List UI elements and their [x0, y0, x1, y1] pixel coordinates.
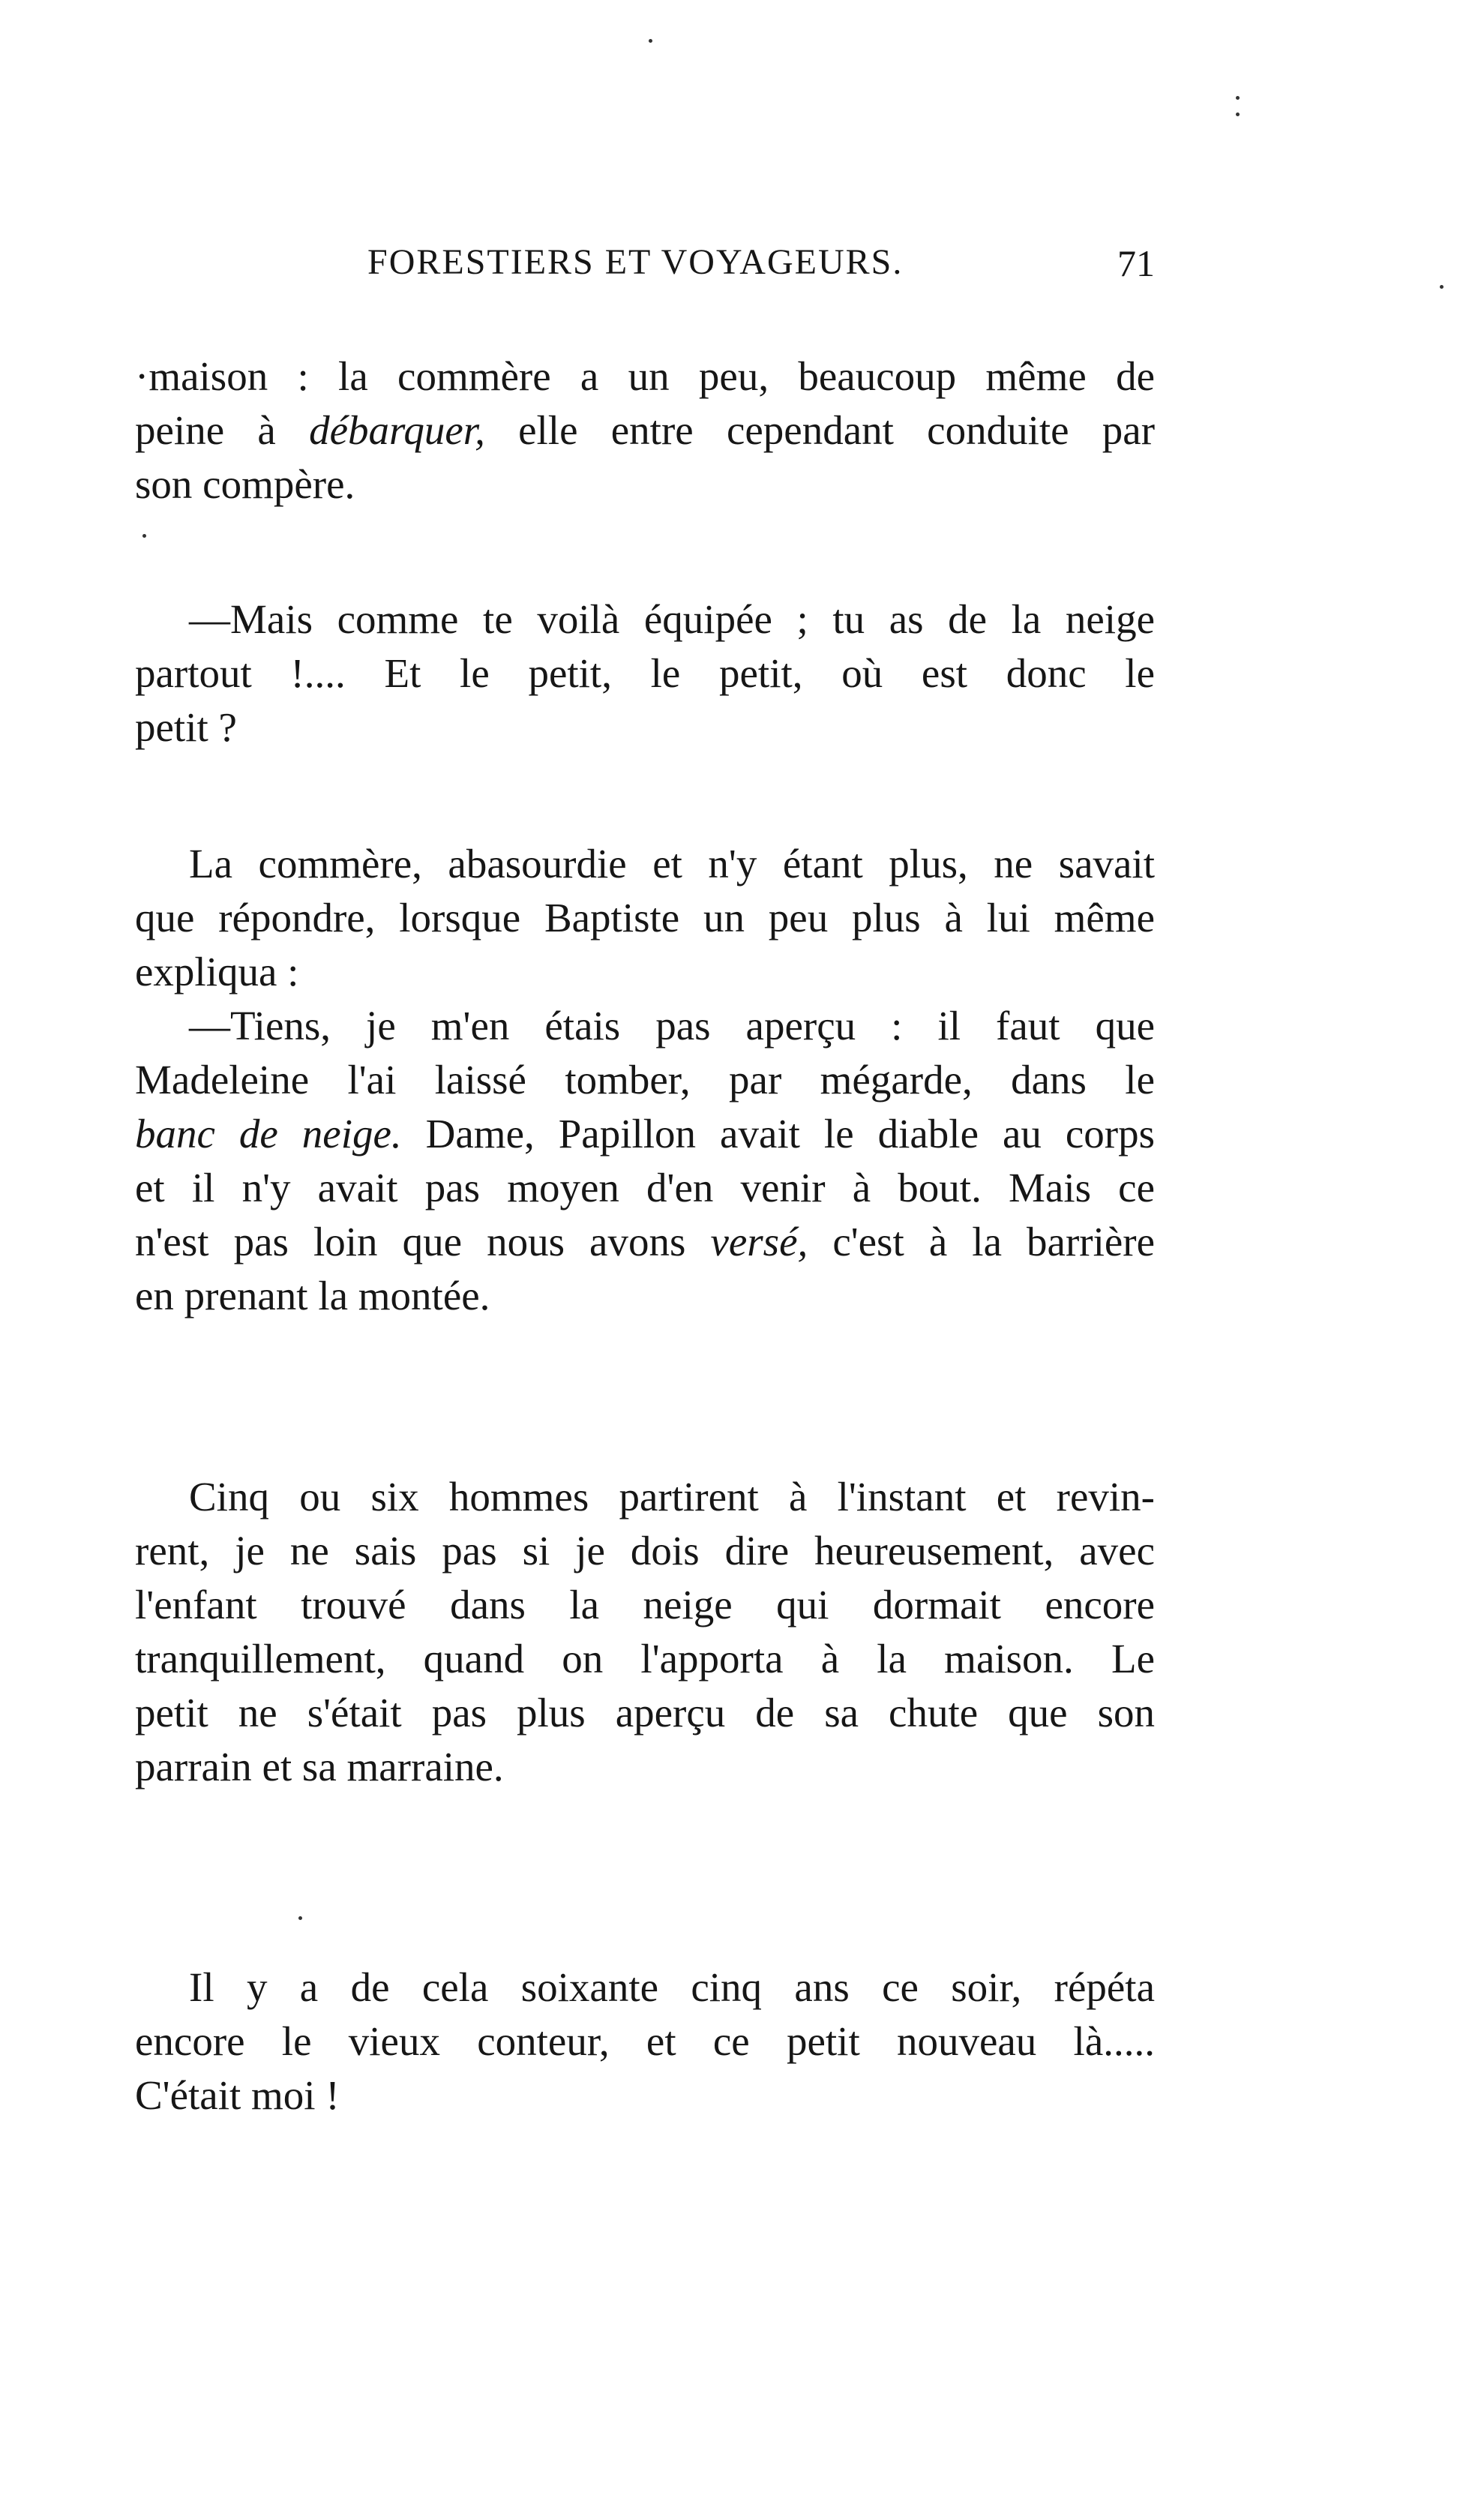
text-line: C'était moi !: [135, 2072, 340, 2118]
ink-speck: [1440, 285, 1444, 289]
text-line: tranquillement, quand on l'apporta à la maison. Le: [135, 1636, 1155, 1682]
text-line: parrain et sa marraine.: [135, 1744, 504, 1790]
paragraph-5: [135, 1470, 1155, 1794]
text-line: Cinq ou six hommes partirent à l'instant et revin-: [189, 1474, 1155, 1520]
text-line: et il n'y avait pas moyen d'en venir à bout. Mais ce: [135, 1165, 1155, 1210]
paragraph-3: [135, 837, 1155, 999]
text-line: petit ne s'était pas plus aperçu de sa chute que son: [135, 1690, 1155, 1736]
text-segment: elle entre cependant conduite par: [518, 407, 1156, 453]
text-segment: Dame, Papillon avait le diable au corps: [425, 1111, 1156, 1156]
paragraph-6: [135, 1960, 1155, 2122]
running-header: [135, 242, 1155, 294]
text-line: petit ?: [135, 704, 237, 750]
text-line: —Tiens, je m'en étais pas aperçu : il faut que: [189, 1003, 1155, 1048]
paragraph-1: [135, 350, 1155, 512]
text-line: —Mais comme te voilà équipée ; tu as de la neige: [189, 596, 1155, 642]
text-line: ·maison : la commère a un peu, beaucoup même de: [135, 353, 1155, 399]
paragraph-4: [135, 999, 1155, 1323]
ink-speck: [1236, 112, 1240, 116]
page-number: 71: [1117, 242, 1155, 284]
text-line: [135, 404, 1155, 458]
running-title: FORESTIERS ET VOYAGEURS.: [367, 242, 904, 282]
text-line: [135, 1107, 1155, 1161]
text-line: encore le vieux conteur, et ce petit nouveau là.....: [135, 2018, 1155, 2064]
italic-word: débarquer,: [309, 407, 485, 453]
text-segment: peine à: [135, 407, 276, 453]
italic-phrase: banc de neige.: [135, 1111, 402, 1156]
text-line: en prenant la montée.: [135, 1273, 490, 1318]
text-line: partout !.... Et le petit, le petit, où est donc le: [135, 650, 1155, 696]
text-line: [135, 1215, 1155, 1269]
text-line: Madeleine l'ai laissé tomber, par mégarde, dans le: [135, 1057, 1155, 1102]
ink-speck: [298, 1916, 302, 1920]
text-line: expliqua :: [135, 949, 299, 994]
text-segment: c'est à la barrière: [832, 1219, 1156, 1264]
text-line: rent, je ne sais pas si je dois dire heureusement, avec: [135, 1528, 1155, 1574]
ink-speck: [142, 534, 146, 538]
text-line: La commère, abasourdie et n'y étant plus, ne savait: [189, 841, 1155, 886]
text-line: l'enfant trouvé dans la neige qui dormait encore: [135, 1582, 1155, 1628]
text-line: Il y a de cela soixante cinq ans ce soir, répéta: [189, 1964, 1155, 2010]
ink-speck: [649, 39, 652, 43]
paragraph-2: [135, 592, 1155, 754]
italic-word: versé,: [710, 1219, 808, 1264]
text-line: que répondre, lorsque Baptiste un peu plus à lui même: [135, 895, 1155, 940]
text-segment: n'est pas loin que nous avons: [135, 1219, 686, 1264]
ink-speck: [1236, 96, 1240, 100]
text-line: son compère.: [135, 461, 355, 507]
